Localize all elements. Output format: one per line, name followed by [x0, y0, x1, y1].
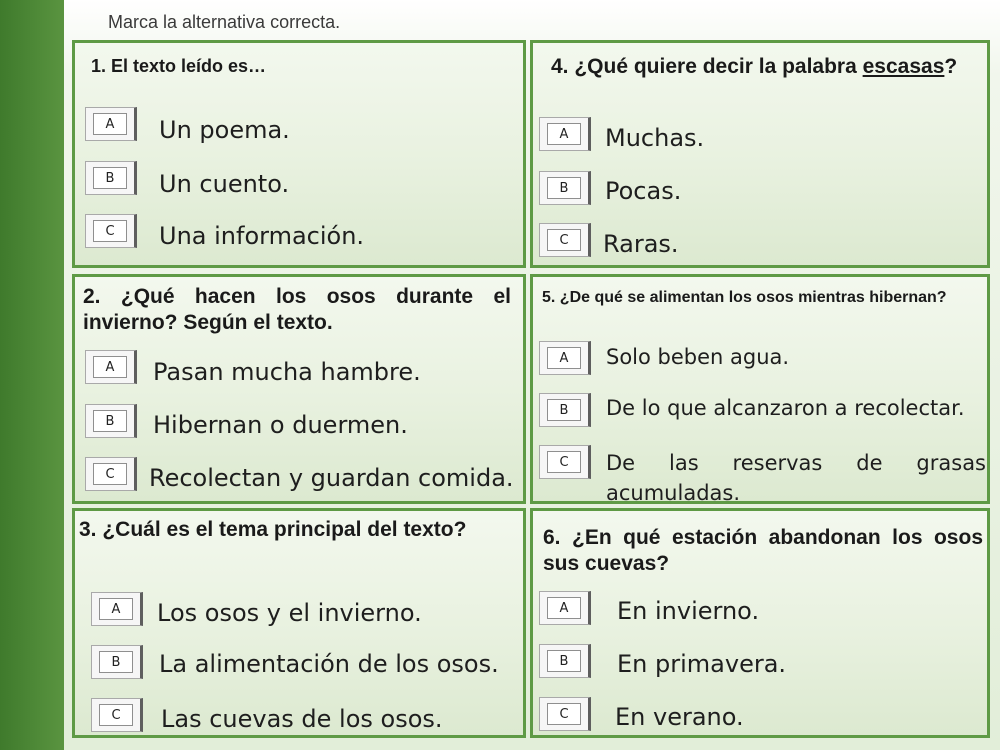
underlined-word: escasas — [862, 55, 945, 78]
q3-option-c-text[interactable]: Las cuevas de los osos. — [161, 705, 443, 733]
q3-option-c-button[interactable]: C — [91, 698, 143, 732]
question-2-text: 2. ¿Qué hacen los osos durante el invierno? Según el texto. — [83, 285, 511, 335]
q5-option-b-button[interactable]: B — [539, 393, 591, 427]
q2-option-a-button[interactable]: A — [85, 350, 137, 384]
q5-option-c-text[interactable]: De las reservas de grasas acumuladas. — [606, 451, 986, 506]
q6-option-b-text[interactable]: En primavera. — [617, 650, 787, 678]
q1-option-a-button[interactable]: A — [85, 107, 137, 141]
q2-option-c-text[interactable]: Recolectan y guardan comida. — [149, 464, 514, 492]
question-3-text: 3. ¿Cuál es el tema principal del texto? — [79, 518, 467, 541]
question-5-text: 5. ¿De qué se alimentan los osos mientras hibernan? — [542, 289, 947, 306]
question-2-box — [72, 274, 526, 504]
q5-option-c-button[interactable]: C — [539, 445, 591, 479]
q1-option-b-button[interactable]: B — [85, 161, 137, 195]
question-4-text: 4. ¿Qué quiere decir la palabra escasas? — [551, 55, 958, 78]
q4-option-a-text[interactable]: Muchas. — [605, 124, 705, 152]
instruction-text: Marca la alternativa correcta. — [108, 12, 341, 32]
question-6-text: 6. ¿En qué estación abandonan los osos sus cuevas? — [543, 526, 983, 576]
q1-option-a-text[interactable]: Un poema. — [159, 116, 290, 144]
question-1-text: 1. El texto leído es… — [91, 56, 267, 76]
q1-option-c-button[interactable]: C — [85, 214, 137, 248]
question-4-box — [530, 40, 990, 268]
left-sidebar — [0, 0, 64, 750]
question-3-box — [72, 508, 526, 738]
q6-option-a-button[interactable]: A — [539, 591, 591, 625]
q4-option-a-button[interactable]: A — [539, 117, 591, 151]
q3-option-a-text[interactable]: Los osos y el invierno. — [157, 599, 422, 627]
q4-option-c-text[interactable]: Raras. — [603, 230, 679, 258]
q5-option-a-button[interactable]: A — [539, 341, 591, 375]
q6-option-c-text[interactable]: En verano. — [615, 703, 744, 731]
q6-option-a-text[interactable]: En invierno. — [617, 597, 760, 625]
question-6-box — [530, 508, 990, 738]
q1-option-b-text[interactable]: Un cuento. — [159, 170, 290, 198]
question-1-box — [72, 40, 526, 268]
q6-option-b-button[interactable]: B — [539, 644, 591, 678]
q2-option-c-button[interactable]: C — [85, 457, 137, 491]
q3-option-b-text[interactable]: La alimentación de los osos. — [159, 650, 499, 678]
q3-option-b-button[interactable]: B — [91, 645, 143, 679]
q1-option-c-text[interactable]: Una información. — [159, 222, 365, 250]
q6-option-c-button[interactable]: C — [539, 697, 591, 731]
q4-option-b-button[interactable]: B — [539, 171, 591, 205]
q2-option-b-text[interactable]: Hibernan o duermen. — [153, 411, 408, 439]
q5-option-b-text[interactable]: De lo que alcanzaron a recolectar. — [606, 396, 965, 420]
q3-option-a-button[interactable]: A — [91, 592, 143, 626]
question-5-box — [530, 274, 990, 504]
q4-option-b-text[interactable]: Pocas. — [605, 177, 682, 205]
q2-option-b-button[interactable]: B — [85, 404, 137, 438]
q4-option-c-button[interactable]: C — [539, 223, 591, 257]
q5-option-a-text[interactable]: Solo beben agua. — [606, 345, 790, 369]
q2-option-a-text[interactable]: Pasan mucha hambre. — [153, 358, 421, 386]
